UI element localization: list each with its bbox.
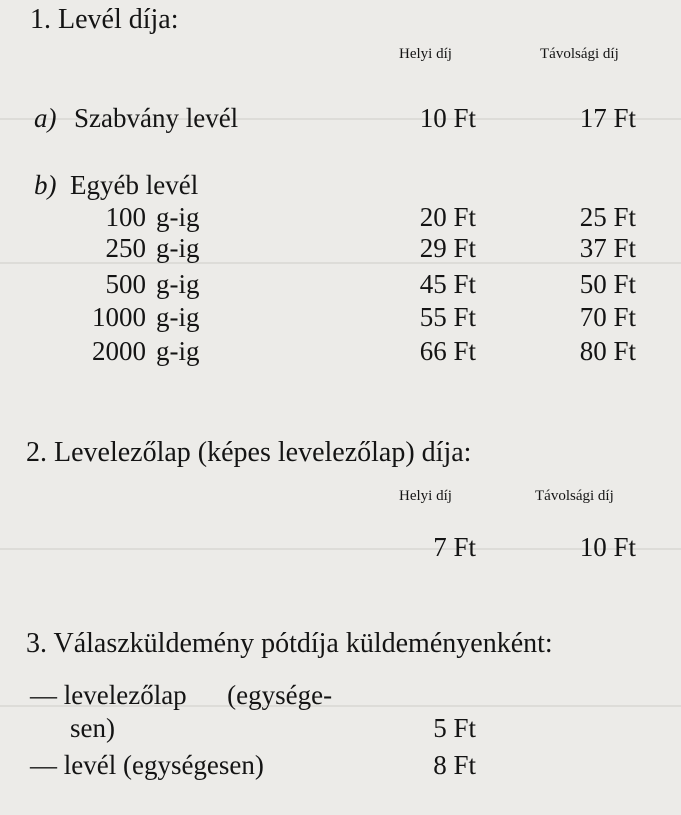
weight-unit: g-ig xyxy=(156,336,200,366)
weight-unit: g-ig xyxy=(156,269,200,299)
section2-title: 2. Levelezőlap (képes levelezőlap) díja: xyxy=(26,437,472,468)
weight-value: 500 xyxy=(105,269,146,299)
section2-col-local-header: Helyi díj xyxy=(399,488,452,504)
weight-local-fee: 66 Ft xyxy=(419,336,476,366)
section3-item1-line1: — levelezőlap (egysége- xyxy=(30,680,333,710)
weight-value: 100 xyxy=(105,202,146,232)
row-a-distance: 17 Ft xyxy=(579,103,636,133)
section2-distance-fee: 10 Ft xyxy=(579,532,636,562)
weight-distance-fee: 70 Ft xyxy=(579,302,636,332)
section3-title: 3. Válaszküldemény pótdíja küldeményenként: xyxy=(26,628,553,659)
weight-value: 1000 xyxy=(92,302,146,332)
weight-local-fee: 45 Ft xyxy=(419,269,476,299)
weight-unit: g-ig xyxy=(156,302,200,332)
weight-distance-fee: 80 Ft xyxy=(579,336,636,366)
weight-local-fee: 20 Ft xyxy=(419,202,476,232)
section2-local-fee: 7 Ft xyxy=(433,532,476,562)
section2-col-distance-header: Távolsági díj xyxy=(535,488,614,504)
row-b-label: Egyéb levél xyxy=(70,170,199,200)
section3-item1-line2: sen) xyxy=(70,713,115,743)
weight-local-fee: 55 Ft xyxy=(419,302,476,332)
weight-value: 250 xyxy=(105,233,146,263)
weight-distance-fee: 37 Ft xyxy=(579,233,636,263)
row-a-local: 10 Ft xyxy=(419,103,476,133)
weight-unit: g-ig xyxy=(156,233,200,263)
weight-distance-fee: 50 Ft xyxy=(579,269,636,299)
section3-item2-label: — levél (egységesen) xyxy=(30,750,264,780)
row-a-label: Szabvány levél xyxy=(74,103,239,133)
section3-item1-value: 5 Ft xyxy=(433,713,476,743)
section1-col-distance-header: Távolsági díj xyxy=(540,46,619,62)
weight-value: 2000 xyxy=(92,336,146,366)
section1-title: 1. Levél díja: xyxy=(30,4,179,35)
section3-item2-value: 8 Ft xyxy=(433,750,476,780)
row-b-marker: b) xyxy=(34,170,57,200)
weight-distance-fee: 25 Ft xyxy=(579,202,636,232)
weight-unit: g-ig xyxy=(156,202,200,232)
row-a-marker: a) xyxy=(34,103,57,133)
weight-local-fee: 29 Ft xyxy=(419,233,476,263)
section1-col-local-header: Helyi díj xyxy=(399,46,452,62)
